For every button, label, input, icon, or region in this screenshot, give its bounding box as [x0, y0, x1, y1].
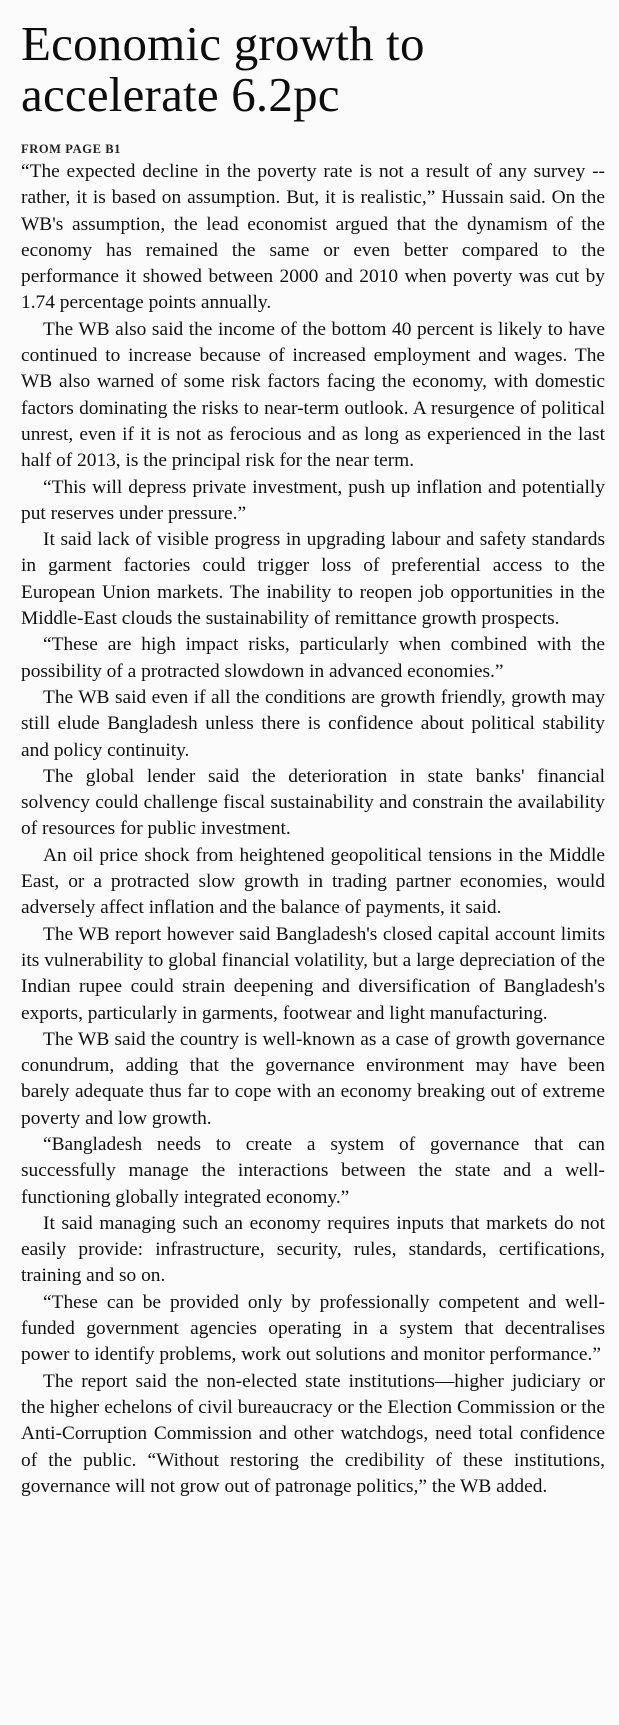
article-paragraph: “The expected decline in the poverty rate is not a result of any survey -- rather, it is based on assumption. But, it is realistic,” Hussain said. On the WB's assumption, the lead economist argued that the dynamism of the economy has remained the same or even better compared to the performance it showed between 2000 and 2010 when poverty was cut by 1.74 percentage points annually.	[21, 161, 605, 314]
article-paragraph: It said managing such an economy requires inputs that markets do not easily provide: infrastructure, security, rules, standards, certifications, training and so on.	[21, 1212, 605, 1287]
article-paragraph: “These are high impact risks, particularly when combined with the possibility of a protracted slowdown in advanced economies.”	[21, 634, 605, 682]
jump-line: FROM PAGE B1	[21, 142, 122, 156]
article-paragraph: “These can be provided only by professionally competent and well-funded government agencies operating in a system that decentralises power to identify problems, work out solutions and monitor performance.”	[21, 1291, 605, 1366]
article-paragraph: It said lack of visible progress in upgrading labour and safety standards in garment factories could trigger loss of preferential access to the European Union markets. The inability to reopen job opportunities in the Middle-East clouds the sustainability of remittance growth prospects.	[21, 529, 605, 630]
article-body	[21, 159, 605, 1500]
article-paragraph: The WB report however said Bangladesh's closed capital account limits its vulnerability to global financial volatility, but a large depreciation of the Indian rupee could strain deepening and diversification of Bangladesh's exports, particularly in garments, footwear and light manufacturing.	[21, 923, 605, 1024]
article-paragraph: The WB also said the income of the bottom 40 percent is likely to have continued to increase because of increased employment and wages. The WB also warned of some risk factors facing the economy, with domestic factors dominating the risks to near-term outlook. A resurgence of political unrest, even if it is not as ferocious and as long as experienced in the last half of 2013, is the principal risk for the near term.	[21, 318, 605, 472]
article-paragraph: The WB said even if all the conditions are growth friendly, growth may still elude Bangladesh unless there is confidence about political stability and policy continuity.	[21, 686, 605, 761]
article-paragraph: “This will depress private investment, push up inflation and potentially put reserves under pressure.”	[21, 476, 605, 524]
article-paragraph: The WB said the country is well-known as a case of growth governance conundrum, adding that the governance environment may have been barely adequate thus far to cope with an economy breaking out of extreme poverty and low growth.	[21, 1028, 605, 1129]
article-paragraph: “Bangladesh needs to create a system of governance that can successfully manage the interactions between the state and a well-functioning globally integrated economy.”	[21, 1133, 605, 1208]
article-paragraph: The report said the non-elected state institutions—higher judiciary or the higher echelons of civil bureaucracy or the Election Commission or the Anti-Corruption Commission and other watchdogs, need total confidence of the public. “Without restoring the credibility of these institutions, governance will not grow out of patronage politics,” the WB added.	[21, 1370, 605, 1497]
headline: Economic growth to accelerate 6.2pc	[21, 16, 425, 122]
article-paragraph: The global lender said the deterioration in state banks' financial solvency could challenge fiscal sustainability and constrain the availability of resources for public investment.	[21, 765, 605, 840]
article-paragraph: An oil price shock from heightened geopolitical tensions in the Middle East, or a protracted slow growth in trading partner economies, would adversely affect inflation and the balance of payments, it said.	[21, 844, 605, 919]
